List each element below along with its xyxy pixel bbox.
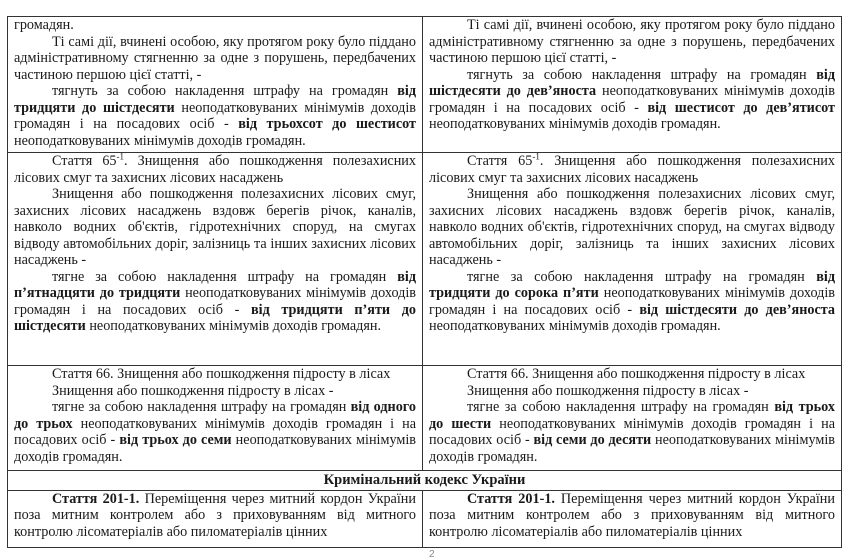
cell-proposed-version bbox=[423, 153, 842, 366]
text: неоподатковуваних мінімумів доходів громадян і на посадових осіб - bbox=[429, 285, 835, 318]
text: . Знищення або пошкодження полезахисних лісових смуг та захисних лісових насаджень bbox=[429, 153, 835, 186]
page-number: 2 bbox=[429, 549, 435, 560]
table-row bbox=[8, 153, 842, 366]
bold-text: від тридцяти до шістдесяти bbox=[14, 83, 416, 116]
paragraph bbox=[14, 491, 416, 541]
bold-text: від одного до трьох bbox=[14, 399, 416, 432]
bold-text: від трьохсот до шестисот bbox=[238, 116, 417, 132]
text: неоподатковуваних мінімумів доходів громадян. bbox=[14, 432, 416, 465]
text: Стаття 65 bbox=[467, 153, 533, 169]
text: неоподатковуваних мінімумів доходів громадян і на посадових осіб - bbox=[429, 415, 835, 448]
text: Стаття 65 bbox=[52, 153, 117, 169]
paragraph: Знищення або пошкодження підросту в лісах - bbox=[467, 382, 749, 399]
cell-current-version bbox=[8, 490, 423, 547]
text: неоподатковуваних мінімумів доходів громадян і на посадових осіб - bbox=[14, 285, 416, 318]
article-title bbox=[14, 153, 416, 186]
text: неоподатковуваних мінімумів доходів громадян. bbox=[429, 432, 835, 465]
text: Переміщення через митний кордон України поза митним контролем або з приховуванням від митного контролю лісоматеріалів або пиломатеріалів цінних bbox=[14, 490, 416, 540]
paragraph: Ті самі дії, вчинені особою, яку протягом року було піддано адміністративному стягненню за одне з порушень, передбачених частиною першою цієї статті, - bbox=[14, 33, 416, 83]
text: тягне за собою накладення штрафу на громадян bbox=[467, 399, 775, 415]
text: тягнуть за собою накладення штрафу на громадян bbox=[467, 66, 817, 83]
text: неоподатковуваних мінімумів доходів громадян. bbox=[429, 318, 721, 334]
text: тягне за собою накладення штрафу на громадян bbox=[467, 268, 817, 285]
text: неоподатковуваних мінімумів доходів громадян і на посадових осіб - bbox=[429, 83, 835, 116]
section-header-row bbox=[8, 471, 842, 491]
bold-text: від тридцяти п’яти до шістдесяти bbox=[14, 301, 416, 334]
bold-text: від п’ятнадцяти до тридцяти bbox=[14, 268, 416, 301]
bold-text: від шестисот до дев’ятисот bbox=[647, 99, 836, 116]
paragraph bbox=[14, 399, 416, 465]
cell-proposed-version bbox=[423, 17, 842, 153]
cell-current-version bbox=[8, 366, 423, 471]
text: Переміщення через митний кордон України поза митним контролем або з приховуванням від митного контролю лісоматеріалів або пиломатеріалів цінних bbox=[429, 490, 835, 540]
paragraph bbox=[429, 67, 835, 133]
text: неоподатковуваних мінімумів доходів громадян і на посадових осіб - bbox=[14, 415, 416, 448]
paragraph bbox=[429, 399, 835, 465]
paragraph: громадян. bbox=[14, 17, 74, 33]
paragraph: Знищення або пошкодження підросту в лісах - bbox=[52, 382, 334, 399]
cell-proposed-version bbox=[423, 366, 842, 471]
text: неоподатковуваних мінімумів доходів громадян. bbox=[85, 318, 382, 334]
text: неоподатковуваних мінімумів доходів громадян і на посадових осіб - bbox=[14, 99, 416, 132]
table-row bbox=[8, 17, 842, 153]
text: тягнуть за собою накладення штрафу на громадян bbox=[52, 83, 398, 99]
paragraph bbox=[14, 269, 416, 335]
paragraph: Ті самі дії, вчинені особою, яку протягом року було піддано адміністративному стягненню за одне з порушень, передбачених частиною першою цієї статті, - bbox=[429, 17, 835, 66]
table-row bbox=[8, 366, 842, 471]
cell-proposed-version bbox=[423, 490, 842, 547]
article-title: Стаття 201-1. bbox=[467, 490, 555, 507]
table-row bbox=[8, 490, 842, 547]
article-title: Стаття 201-1. bbox=[52, 490, 140, 507]
paragraph bbox=[14, 83, 416, 149]
bold-text: від семи до десяти bbox=[533, 432, 652, 448]
article-title bbox=[429, 153, 835, 186]
bold-text: від тридцяти до сорока п’яти bbox=[429, 268, 835, 301]
section-header: Кримінальний кодекс України bbox=[8, 471, 842, 491]
text: неоподатковуваних мінімумів доходів громадян. bbox=[14, 132, 306, 149]
comparison-table bbox=[7, 16, 842, 548]
article-title: Стаття 66. Знищення або пошкодження підросту в лісах bbox=[467, 366, 806, 382]
article-title: Стаття 66. Знищення або пошкодження підросту в лісах bbox=[52, 366, 391, 382]
paragraph bbox=[429, 269, 835, 335]
superscript: -1 bbox=[532, 151, 540, 162]
text: тягне за собою накладення штрафу на громадян bbox=[52, 399, 351, 415]
bold-text: від трьох до шести bbox=[429, 399, 835, 432]
paragraph: Знищення або пошкодження полезахисних лісових смуг, захисних лісових насаджень вздовж берегів річок, каналів, навколо водних об'єктів, гідротехнічних споруд, на смугах відводу автомобільних доріг, залізниць та інших захисних лісових насаджень - bbox=[429, 186, 835, 268]
text: тягне за собою накладення штрафу на громадян bbox=[52, 268, 398, 285]
superscript: -1 bbox=[116, 151, 125, 162]
bold-text: від шістдесяти до дев’яноста bbox=[429, 66, 835, 99]
bold-text: від трьох до семи bbox=[119, 432, 232, 448]
text: неоподатковуваних мінімумів доходів громадян. bbox=[429, 116, 721, 132]
text: . Знищення або пошкодження полезахисних лісових смуг та захисних лісових насаджень bbox=[14, 153, 416, 186]
paragraph bbox=[429, 491, 835, 541]
cell-current-version bbox=[8, 153, 423, 366]
bold-text: від шістдесяти до дев’яноста bbox=[639, 301, 836, 318]
paragraph: Знищення або пошкодження полезахисних лісових смуг, захисних лісових насаджень вздовж берегів річок, каналів, навколо водних об'єктів, гідротехнічних споруд, на смугах відводу автомобільних доріг, залізниць та інших захисних лісових насаджень - bbox=[14, 186, 416, 268]
cell-current-version bbox=[8, 17, 423, 153]
